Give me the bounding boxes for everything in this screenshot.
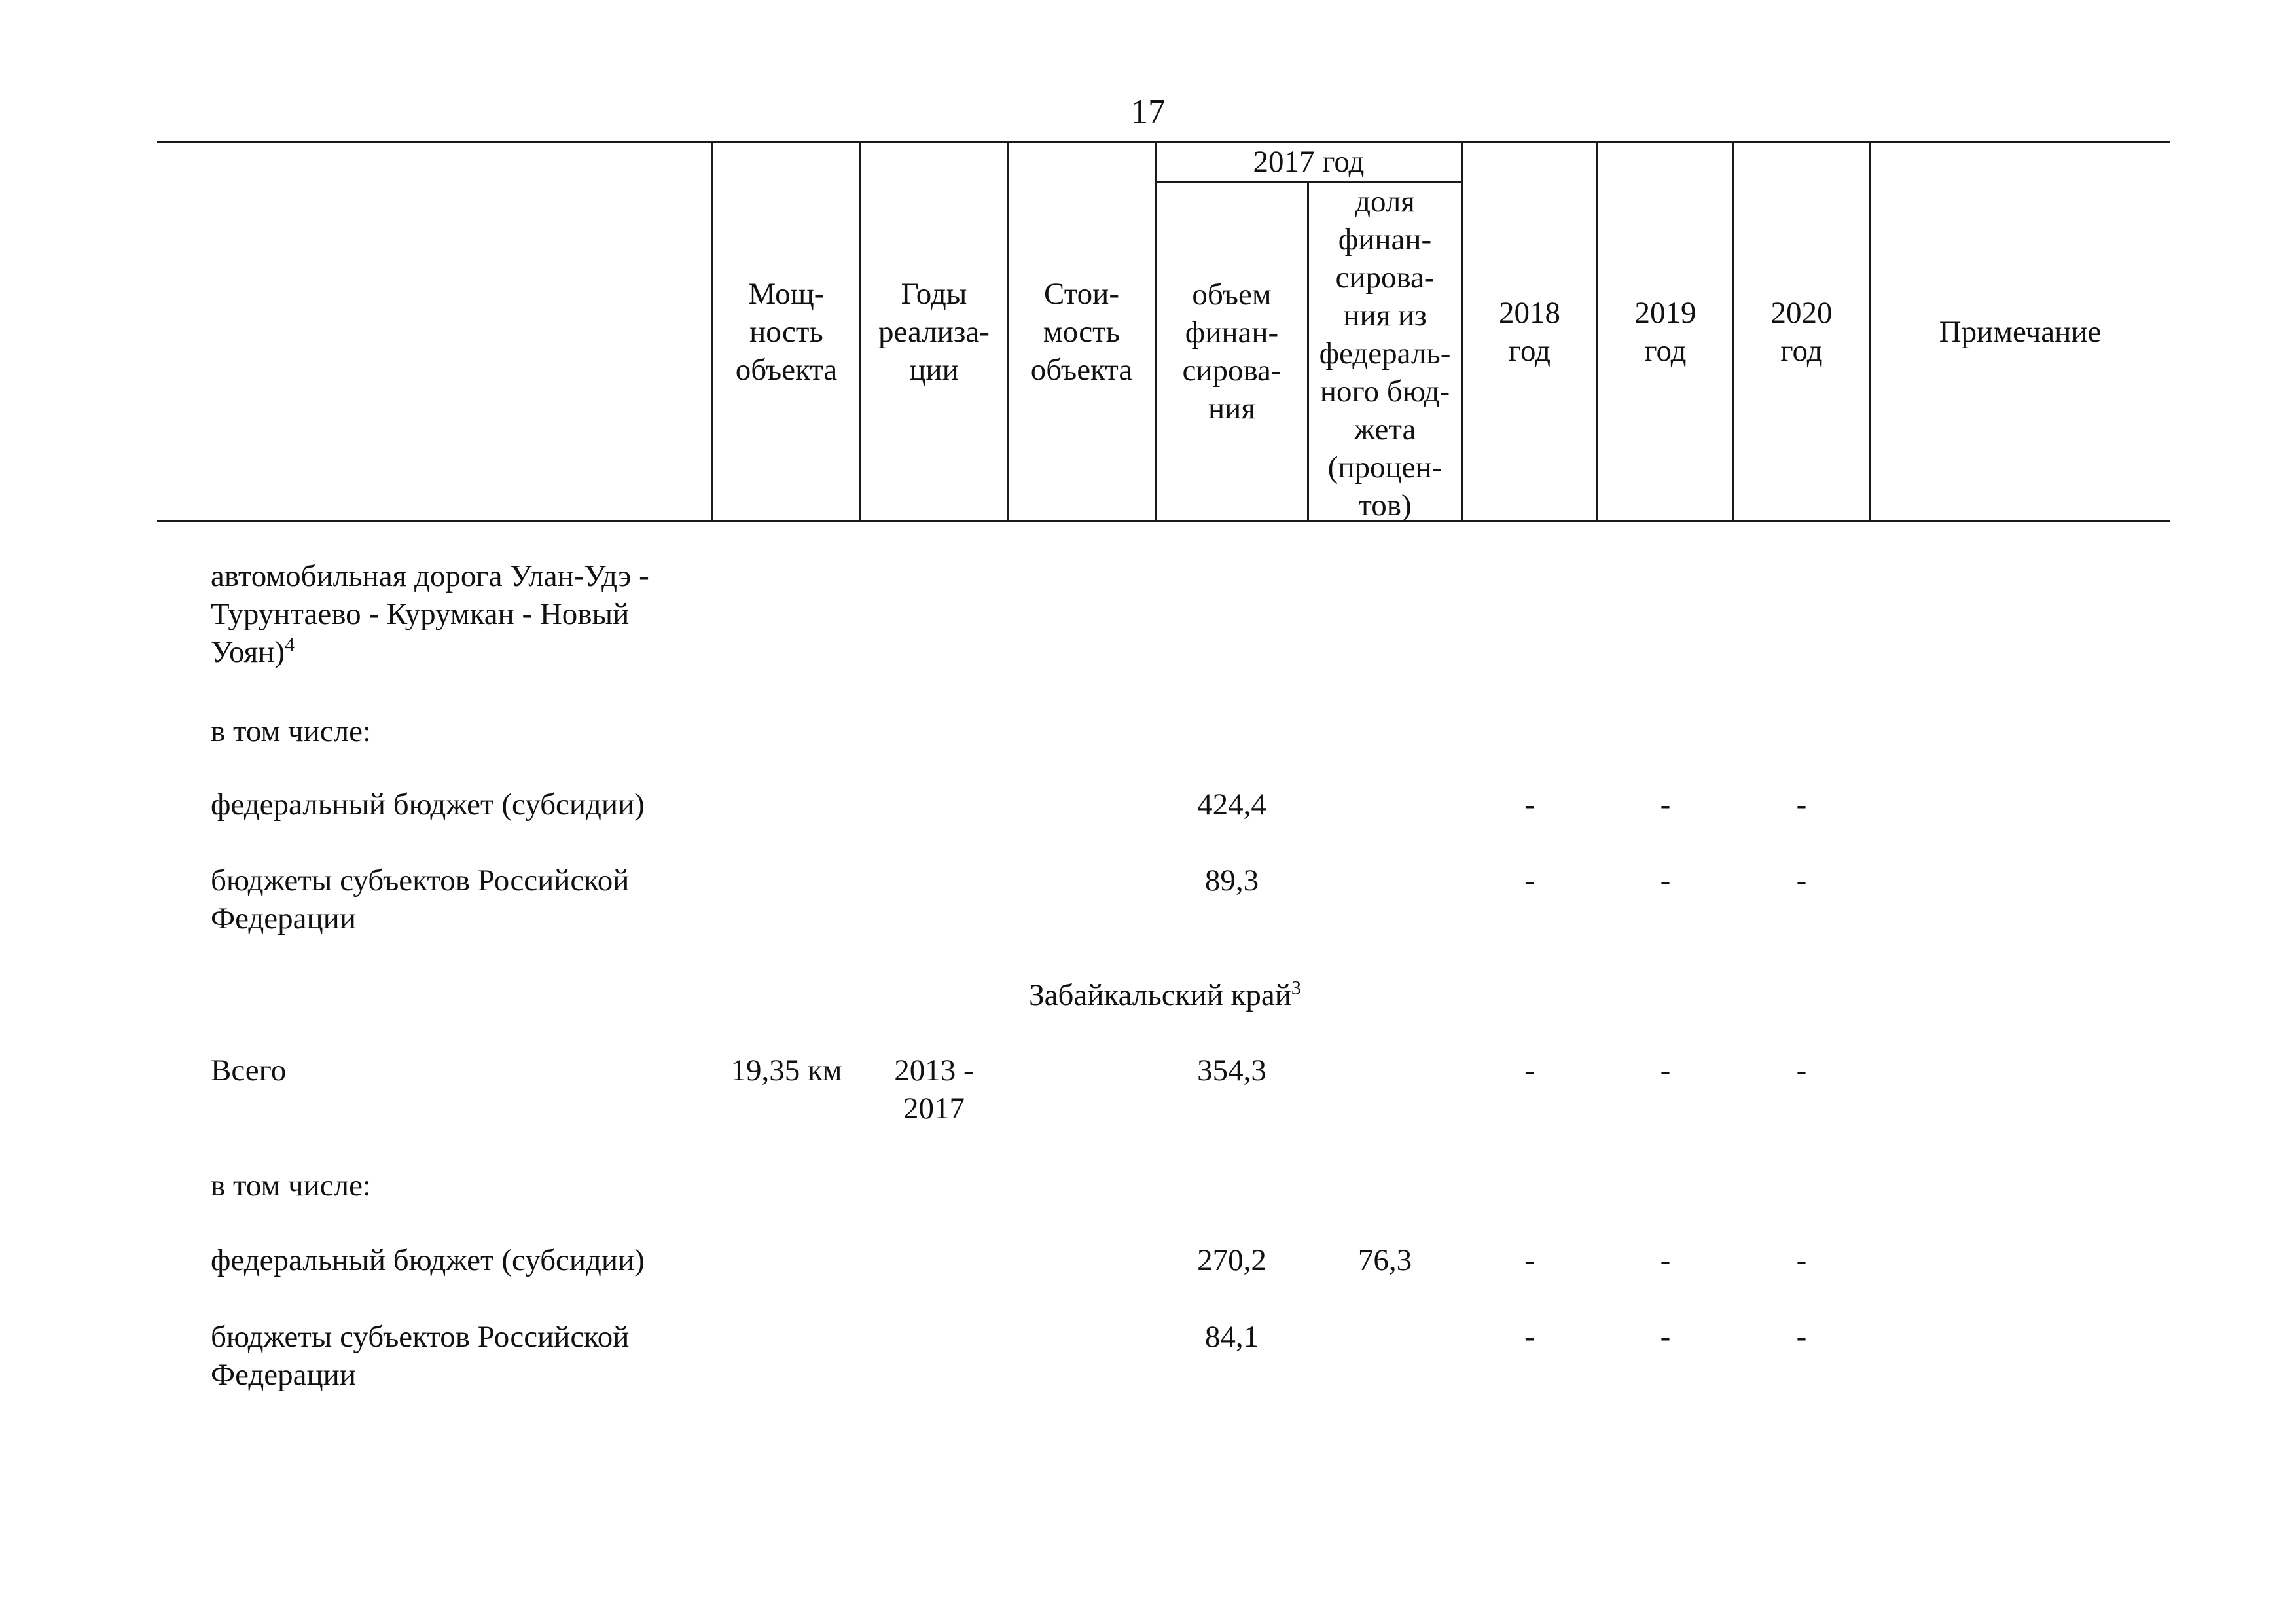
header-year-2017: 2017 год — [1253, 145, 1365, 179]
row-label: федеральный бюджет (субсидии) — [211, 1243, 645, 1277]
cell-2020: - — [1796, 864, 1807, 898]
cell-2020: - — [1796, 1053, 1807, 1087]
header-years: Годы реализа- ции — [878, 277, 990, 387]
row-including-label: в том числе: — [211, 714, 371, 748]
cell-2020: - — [1796, 1320, 1807, 1354]
cell-volume: 89,3 — [1204, 864, 1259, 898]
cell-2019: - — [1660, 1243, 1671, 1277]
cell-2018: - — [1524, 1053, 1535, 1087]
section-title: Забайкальский край$^3$ — [1029, 977, 1301, 1012]
header-2020: 2020 год — [1770, 296, 1833, 368]
footnote-marker: 3 — [1291, 977, 1301, 999]
header-capacity: Мощ- ность объекта — [735, 277, 838, 387]
cell-2019: - — [1660, 788, 1671, 822]
header-funding-volume: объем финан- сирова- ния — [1182, 278, 1282, 426]
cell-2018: - — [1524, 1320, 1535, 1354]
cell-volume: 424,4 — [1197, 788, 1266, 822]
header-cost: Стои- мость объекта — [1030, 277, 1133, 387]
row-road-label: автомобильная дорога Улан-Удэ - Турунтаево - Курумкан - Новый Уоян)$^4$ — [211, 559, 649, 669]
page-number: 17 — [1130, 93, 1166, 131]
header-note: Примечание — [1939, 315, 2102, 349]
cell-years: 2013 - 2017 — [894, 1053, 974, 1125]
header-federal-share: доля финан- сирова- ния из федераль- ного бюд- жета (процен- тов) — [1319, 185, 1451, 522]
cell-2018: - — [1524, 864, 1535, 898]
cell-volume: 270,2 — [1197, 1243, 1266, 1277]
cell-2020: - — [1796, 1243, 1807, 1277]
cell-volume: 354,3 — [1197, 1053, 1266, 1087]
header-2018: 2018 год — [1499, 296, 1560, 368]
cell-2019: - — [1660, 1320, 1671, 1354]
header-2019: 2019 год — [1634, 296, 1696, 368]
cell-2020: - — [1796, 788, 1807, 822]
cell-capacity: 19,35 км — [730, 1053, 842, 1087]
row-label: федеральный бюджет (субсидии) — [211, 788, 645, 822]
cell-2018: - — [1524, 1243, 1535, 1277]
cell-volume: 84,1 — [1204, 1320, 1259, 1354]
cell-2019: - — [1660, 1053, 1671, 1087]
cell-2018: - — [1524, 788, 1535, 822]
cell-federal-share: 76,3 — [1357, 1243, 1412, 1277]
footnote-marker: 4 — [285, 634, 295, 656]
row-label: бюджеты субъектов Российской Федерации — [211, 1320, 630, 1392]
cell-2019: - — [1660, 864, 1671, 898]
header-bottom-rule — [157, 520, 2170, 522]
row-label: Всего — [211, 1053, 287, 1087]
row-label: бюджеты субъектов Российской Федерации — [211, 864, 630, 936]
row-including-label: в том числе: — [211, 1169, 371, 1203]
